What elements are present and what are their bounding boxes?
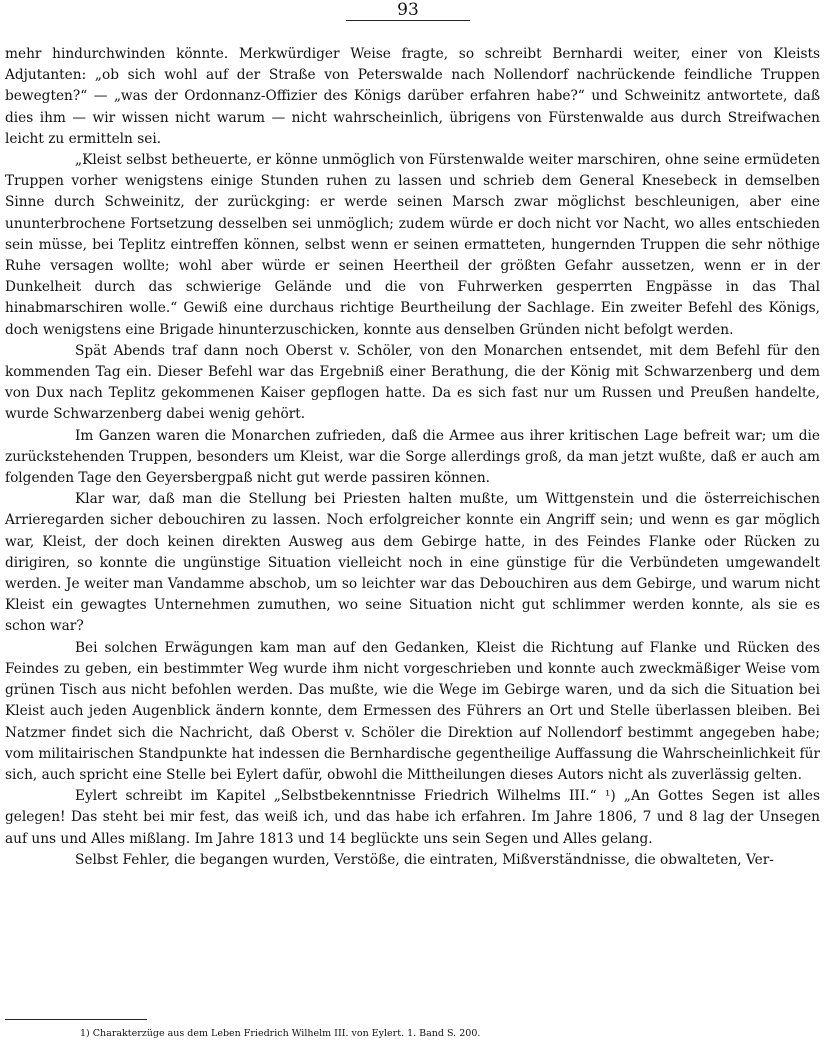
body-text: [5, 44, 820, 871]
paragraph: Eylert schreibt im Kapitel „Selbstbekenntnisse Friedrich Wilhelms III.“ ¹) „An Gottes Segen ist alles gelegen! Das steht bei mir fest, das weiß ich, und das habe ich erfahren. Im Jahre 1806, 7 und 8 lag der Unsegen auf uns und Alles mißlang. Im Jahre 1813 und 14 beglückte uns sein Segen und Alles gelang.: [5, 788, 820, 847]
paragraph: Klar war, daß man die Stellung bei Priesten halten mußte, um Wittgenstein und die österreichischen Arrieregarden sicher debouchiren zu lassen. Noch erfolgreicher konnte ein Angriff sein; und wenn es gar möglich war, Kleist, der doch keinen direkten Ausweg aus dem Gebirge hatte, in des Feindes Flanke oder Rücken zu dirigiren, so konnte die ungünstige Situation vielleicht noch in eine günstige für die Verbündeten umgewandelt werden. Je weiter man Vandamme abschob, um so leichter war das Debouchiren aus dem Gebirge, und warum nicht Kleist ein gewagtes Unternehmen zumuthen, wo seine Situation nicht gut schlimmer werden konnte, als sie es schon war?: [5, 491, 820, 635]
paragraph: mehr hindurchwinden könnte. Merkwürdiger Weise fragte, so schreibt Bernhardi weiter, einer von Kleists Adjutanten: „ob sich wohl auf der Straße von Peterswalde nach Nollendorf nachrückende feindliche Truppen bewegten?“ — „was der Ordonnanz-Offizier des Königs darüber erfahren habe?“ und Schweinitz antwortete, daß dies ihm — wir wissen nicht warum — nicht wahrscheinlich, übrigens von Fürstenwalde aus durch Streifwachen leicht zu ermitteln sei.: [5, 46, 820, 147]
paragraph: Selbst Fehler, die begangen wurden, Verstöße, die eintraten, Mißverständnisse, die obwalteten, Ver-: [75, 851, 774, 868]
page-number: 93: [397, 0, 419, 20]
header-rule: [346, 20, 470, 21]
paragraph: Bei solchen Erwägungen kam man auf den Gedanken, Kleist die Richtung auf Flanke und Rücken des Feindes zu geben, ein bestimmter Weg wurde ihm nicht vorgeschrieben und konnte auch zweckmäßiger Weise vom grünen Tisch aus nicht befohlen werden. Das mußte, wie die Wege im Gebirge waren, und da sich die Situation bei Kleist auch jeden Augenblick ändern konnte, dem Ermessen des Führers an Ort und Stelle überlassen bleiben. Bei Natzmer findet sich die Nachricht, daß Oberst v. Schöler die Direktion auf Nollendorf bestimmt angegeben habe; vom militairischen Standpunkte hat indessen die Bernhardische gegentheilige Auffassung die Wahrscheinlichkeit für sich, auch spricht eine Stelle bei Eylert dafür, obwohl die Mittheilungen dieses Autors nicht als zuverlässig gelten.: [5, 639, 820, 783]
footnote-rule: [5, 1019, 147, 1020]
footnote: 1) Charakterzüge aus dem Leben Friedrich Wilhelm III. von Eylert. 1. Band S. 200.: [80, 1028, 481, 1039]
paragraph: Im Ganzen waren die Monarchen zufrieden, daß die Armee aus ihrer kritischen Lage befreit war; um die zurückstehenden Truppen, besonders um Kleist, war die Sorge allerdings groß, da man jetzt wußte, daß er auch am folgenden Tage den Geyersbergpaß nicht gut werde passiren können.: [5, 427, 820, 487]
paragraph: Spät Abends traf dann noch Oberst v. Schöler, von den Monarchen entsendet, mit dem Befehl für den kommenden Tag ein. Dieser Befehl war das Ergebniß einer Berathung, die der König mit Schwarzenberg und dem von Dux nach Teplitz gekommenen Kaiser gepflogen hatte. Da es sich fast nur um Russen und Preußen handelte, wurde Schwarzenberg dabei wenig gehört.: [5, 342, 820, 423]
paragraph: „Kleist selbst betheuerte, er könne unmöglich von Fürstenwalde weiter marschiren, ohne seine ermüdeten Truppen vorher wenigstens einige Stunden ruhen zu lassen und schrieb dem General Knesebeck in demselben Sinne durch Schweinitz, der zurückging: er werde seinen Marsch zwar möglichst beschleunigen, aber eine ununterbrochene Fortsetzung desselben sei unmöglich; zudem würde er doch nicht vor Nacht, wo alles entschieden sein müsse, bei Teplitz eintreffen können, selbst wenn er seinen ermatteten, hungernden Truppen die sehr nöthige Ruhe versagen wollte; wohl aber würde er seinen Heertheil der größten Gefahr aussetzen, wenn er in der Dunkelheit durch das schwierige Gelände und die von Fuhrwerken gesperrten Engpässe in das Thal hinabmarschiren wolle.“ Gewiß eine durchaus richtige Beurtheilung der Sachlage. Ein zweiter Befehl des Königs, doch wenigstens eine Brigade hinunterzuschicken, konnte aus denselben Gründen nicht befolgt werden.: [5, 152, 820, 338]
